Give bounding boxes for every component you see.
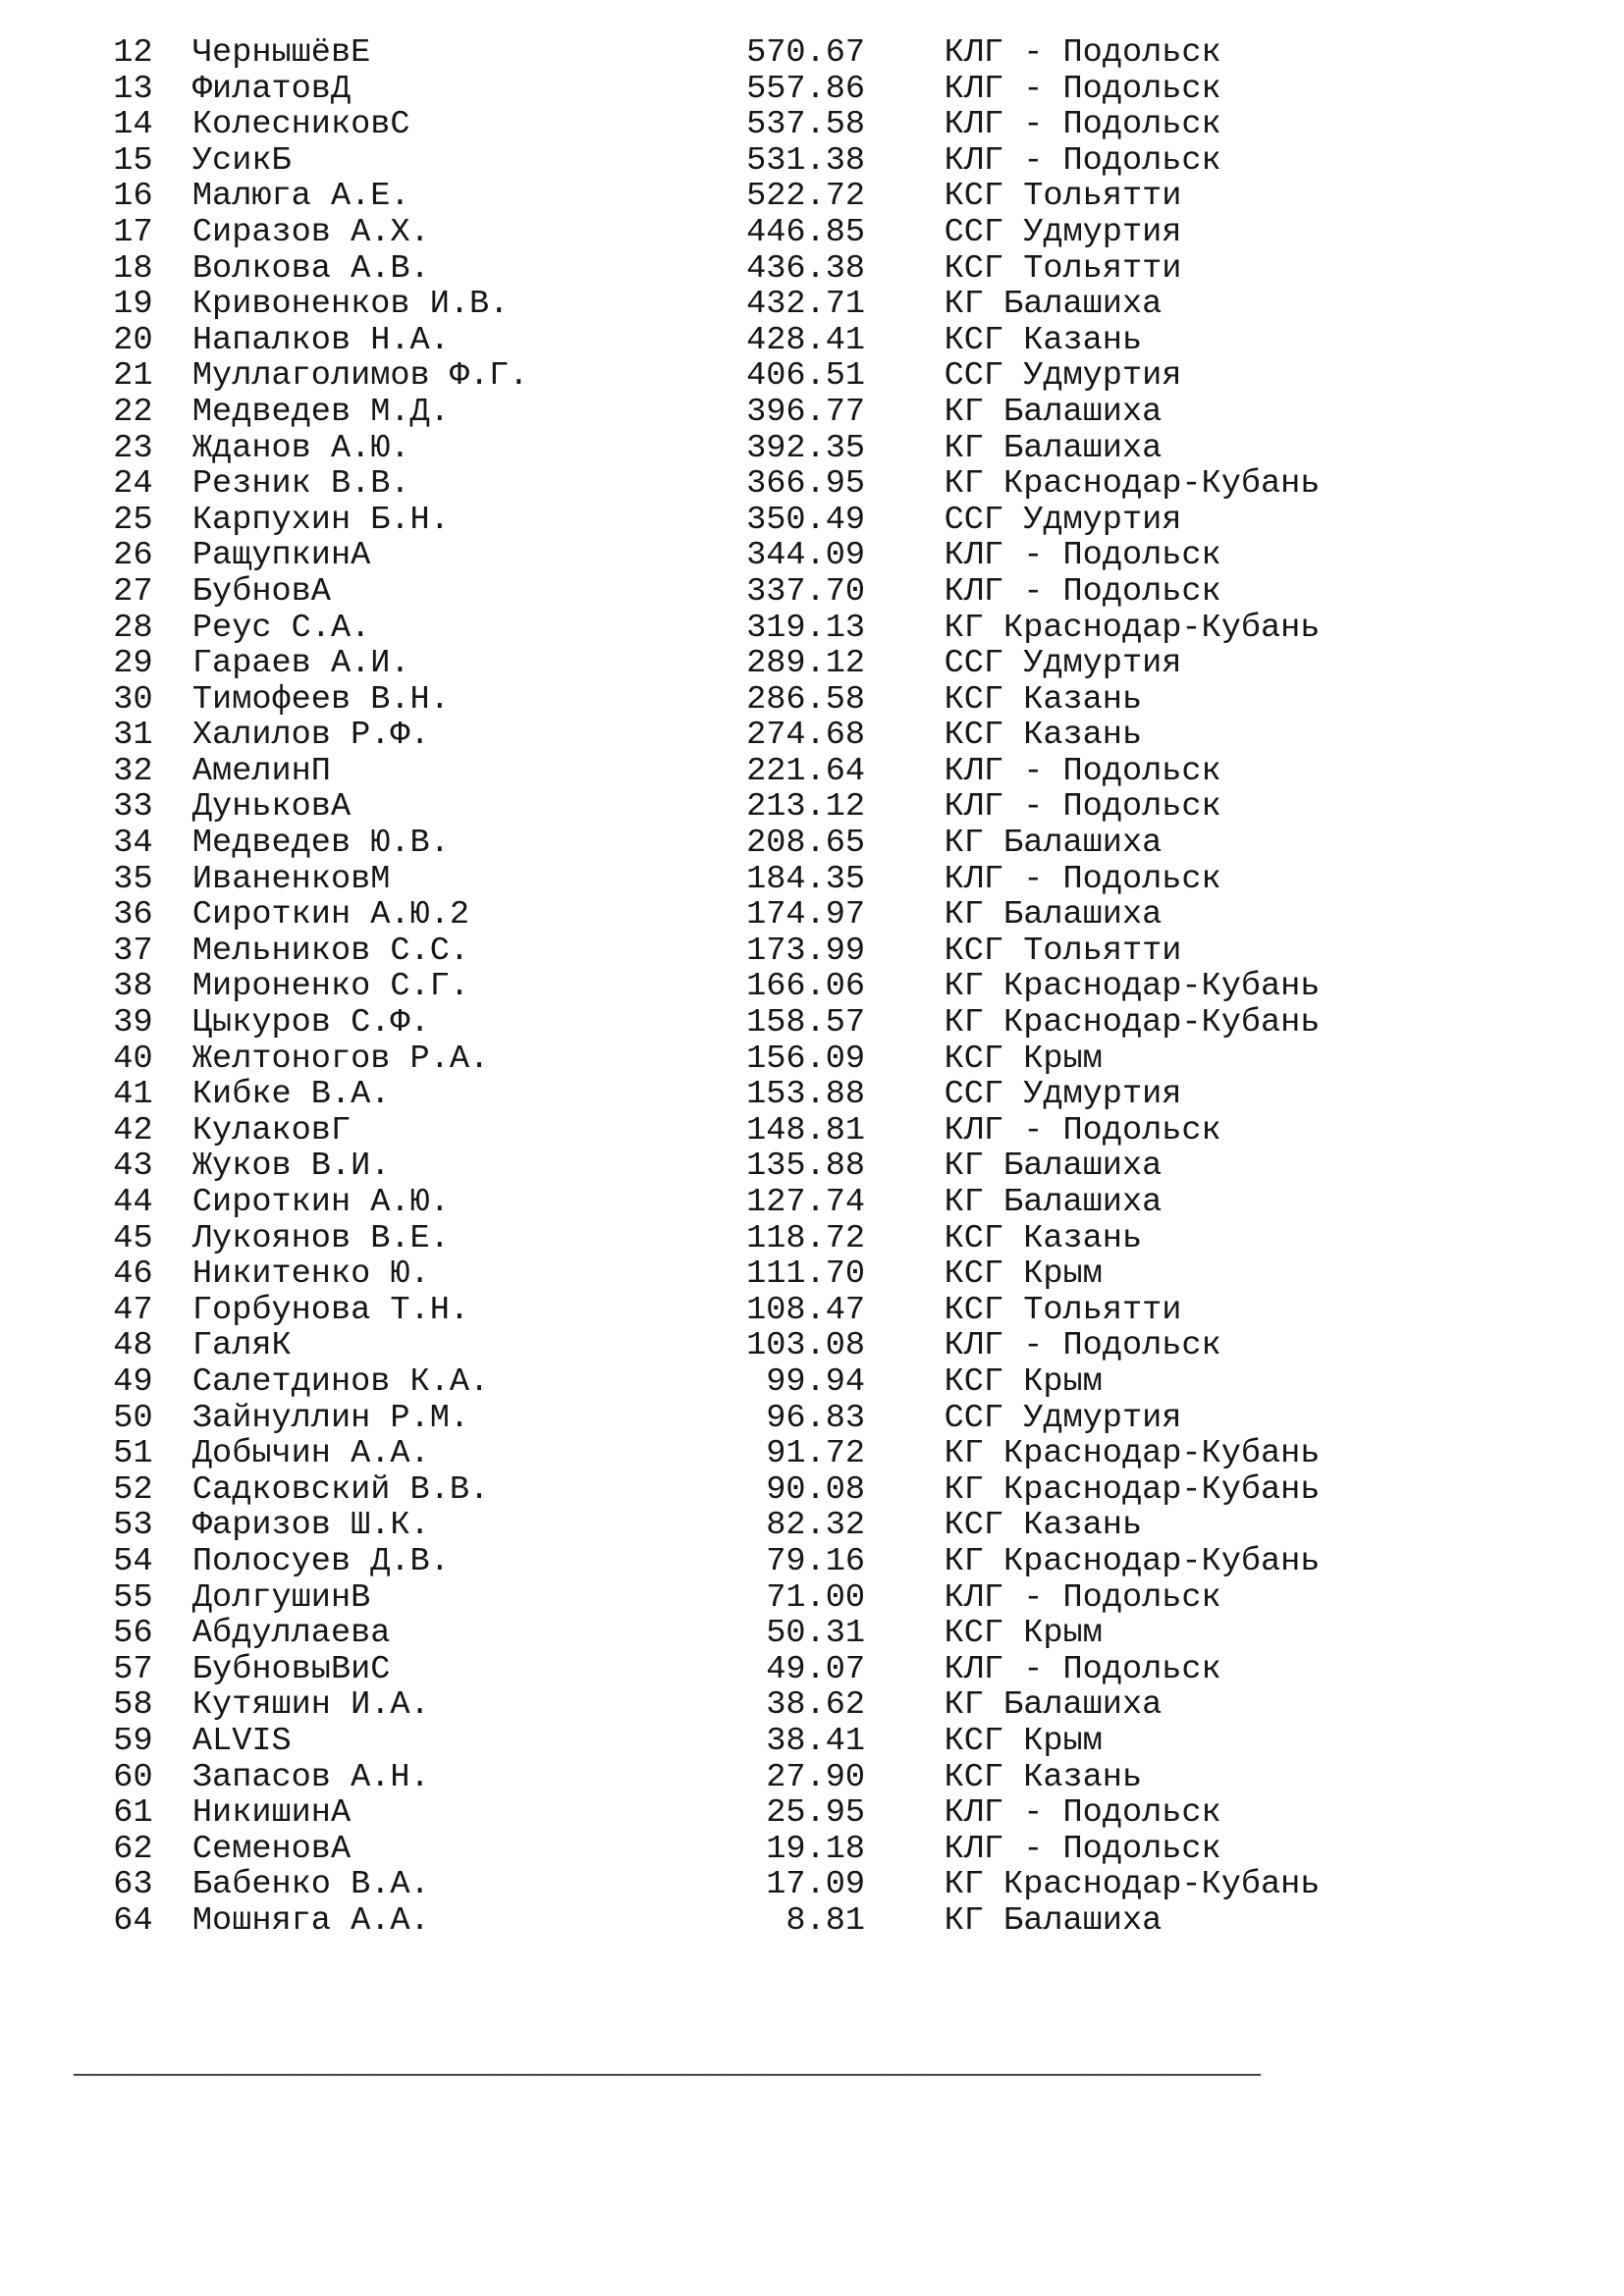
table-row: 49 Салетдинов К.А. 99.94 КСГ Крым (74, 1362, 1103, 1401)
table-row: 38 Мироненко С.Г. 166.06 КГ Краснодар-Кубань (74, 968, 1321, 1006)
table-row: 43 Жуков В.И. 135.88 КГ Балашиха (74, 1148, 1163, 1186)
table-row: 61 НикишинА 25.95 КЛГ - Подольск (74, 1794, 1221, 1833)
table-row: 31 Халилов Р.Ф. 274.68 КСГ Казань (74, 717, 1143, 755)
table-row: 47 Горбунова Т.Н. 108.47 КСГ Тольятти (74, 1291, 1182, 1329)
table-row: 25 Карпухин Б.Н. 350.49 ССГ Удмуртия (74, 501, 1182, 539)
table-row: 59 ALVIS 38.41 КСГ Крым (74, 1722, 1103, 1760)
table-row: 20 Напалков Н.А. 428.41 КСГ Казань (74, 321, 1143, 359)
table-row: 21 Муллаголимов Ф.Г. 406.51 ССГ Удмуртия (74, 357, 1182, 396)
table-row: 56 Абдуллаева 50.31 КСГ Крым (74, 1615, 1103, 1653)
table-row: 28 Реус С.А. 319.13 КГ Краснодар-Кубань (74, 609, 1321, 647)
table-row: 15 УсикБ 531.38 КЛГ - Подольск (74, 141, 1221, 180)
table-row: 51 Добычин А.А. 91.72 КГ Краснодар-Кубань (74, 1435, 1321, 1473)
table-row: 30 Тимофеев В.Н. 286.58 КСГ Казань (74, 680, 1143, 719)
table-row: 16 Малюга А.Е. 522.72 КСГ Тольятти (74, 178, 1182, 216)
table-row: 22 Медведев М.Д. 396.77 КГ Балашиха (74, 393, 1163, 431)
table-row: 50 Зайнуллин Р.М. 96.83 ССГ Удмуртия (74, 1399, 1182, 1437)
table-row: 37 Мельников С.С. 173.99 КСГ Тольятти (74, 932, 1182, 970)
table-row: 60 Запасов А.Н. 27.90 КСГ Казань (74, 1758, 1143, 1796)
table-row: 57 БубновыВиС 49.07 КЛГ - Подольск (74, 1650, 1221, 1688)
table-row: 36 Сироткин А.Ю.2 174.97 КГ Балашиха (74, 896, 1163, 934)
table-row: 32 АмелинП 221.64 КЛГ - Подольск (74, 752, 1221, 790)
table-row: 40 Желтоногов Р.А. 156.09 КСГ Крым (74, 1040, 1103, 1078)
table-row: 52 Садковский В.В. 90.08 КГ Краснодар-Кубань (74, 1470, 1321, 1509)
table-row: 34 Медведев Ю.В. 208.65 КГ Балашиха (74, 825, 1163, 863)
table-row: 55 ДолгушинВ 71.00 КЛГ - Подольск (74, 1578, 1221, 1617)
table-row: 42 КулаковГ 148.81 КЛГ - Подольск (74, 1111, 1221, 1149)
table-row: 24 Резник В.В. 366.95 КГ Краснодар-Кубань (74, 465, 1321, 504)
table-row: 44 Сироткин А.Ю. 127.74 КГ Балашиха (74, 1184, 1163, 1221)
table-row: 35 ИваненковМ 184.35 КЛГ - Подольск (74, 860, 1221, 898)
table-row: 53 Фаризов Ш.К. 82.32 КСГ Казань (74, 1507, 1143, 1545)
table-row: 39 Цыкуров С.Ф. 158.57 КГ Краснодар-Кубань (74, 1004, 1321, 1042)
table-row: 33 ДуньковА 213.12 КЛГ - Подольск (74, 788, 1221, 827)
table-row: 18 Волкова А.В. 436.38 КСГ Тольятти (74, 249, 1182, 288)
table-row: 29 Гараев А.И. 289.12 ССГ Удмуртия (74, 645, 1182, 683)
table-row: 12 ЧернышёвЕ 570.67 КЛГ - Подольск (74, 34, 1221, 72)
table-row: 45 Лукоянов В.Е. 118.72 КСГ Казань (74, 1219, 1143, 1257)
table-row: 64 Мошняга А.А. 8.81 КГ Балашиха (74, 1901, 1163, 1940)
table-row: 41 Кибке В.А. 153.88 ССГ Удмуртия (74, 1076, 1182, 1114)
table-row: 62 СеменовА 19.18 КЛГ - Подольск (74, 1830, 1221, 1868)
table-row: 19 Кривоненков И.В. 432.71 КГ Балашиха (74, 286, 1163, 324)
table-row: 17 Сиразов А.Х. 446.85 ССГ Удмуртия (74, 213, 1182, 251)
table-row: 58 Кутяшин И.А. 38.62 КГ Балашиха (74, 1686, 1163, 1725)
table-row: 23 Жданов А.Ю. 392.35 КГ Балашиха (74, 429, 1163, 467)
table-row: 13 ФилатовД 557.86 КЛГ - Подольск (74, 70, 1221, 108)
results-list (74, 35, 1320, 2083)
table-row: 26 РащупкинА 344.09 КЛГ - Подольск (74, 537, 1221, 575)
table-row: 27 БубновА 337.70 КЛГ - Подольск (74, 572, 1221, 611)
table-row: 63 Бабенко В.А. 17.09 КГ Краснодар-Кубань (74, 1866, 1321, 1904)
table-row: 48 ГаляК 103.08 КЛГ - Подольск (74, 1327, 1221, 1365)
table-row: 14 КолесниковС 537.58 КЛГ - Подольск (74, 106, 1221, 144)
table-row: 46 Никитенко Ю. 111.70 КСГ Крым (74, 1255, 1103, 1294)
footer-rule: ____________________________________________________________ (74, 2046, 1262, 2084)
table-row: 54 Полосуев Д.В. 79.16 КГ Краснодар-Кубань (74, 1542, 1321, 1580)
